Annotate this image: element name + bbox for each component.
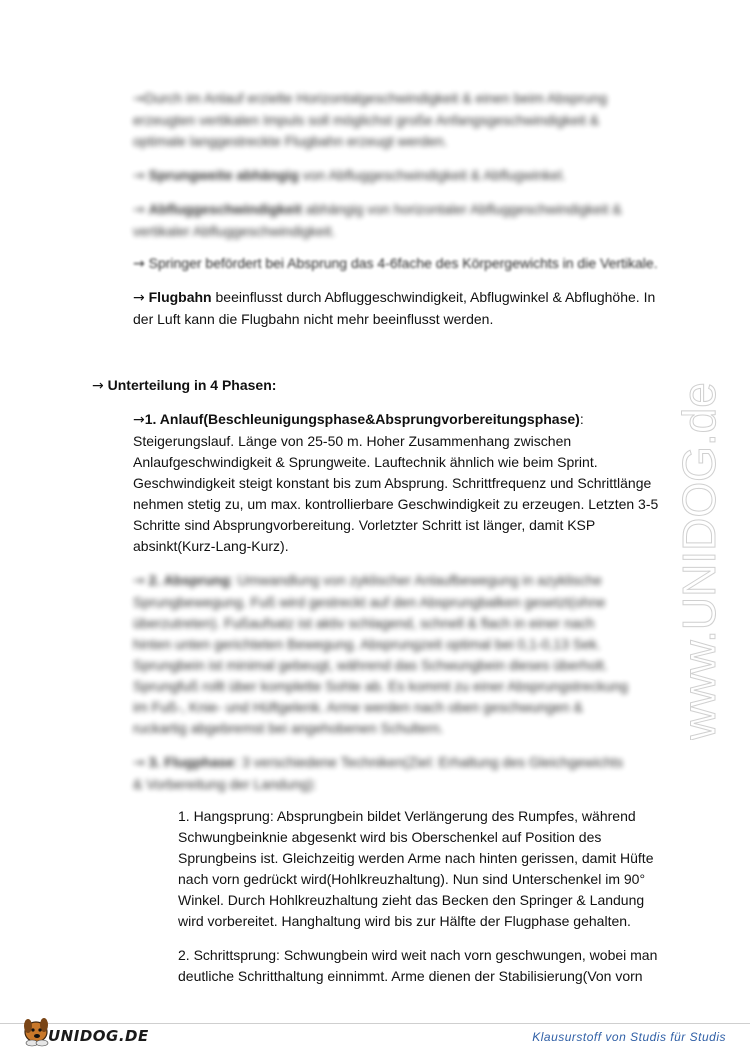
technique-2-paragraph: 2. Schrittsprung: Schwungbein wird weit nach vorn geschwungen, wobei man deutliche Schritthaltung einnimmt. Arme dienen der Stabilisierung(Von vorn — [178, 947, 658, 984]
logo-text: UNIDOG.DE — [48, 1027, 149, 1045]
arrow-icon: → — [133, 202, 145, 218]
arrow-icon: → — [92, 378, 104, 394]
footer-tagline: Klausurstoff von Studis für Studis — [532, 1030, 726, 1044]
phase-3-paragraph: → 3. Flugphase: 3 verschiedene Techniken(Ziel: Erhaltung des Gleichgewichts & Vorbereitung der Landung): — [133, 754, 624, 792]
arrow-icon: → — [133, 412, 145, 428]
phase-1-paragraph: →1. Anlauf(Beschleunigungsphase&Absprungvorbereitungsphase): Steigerungslauf. Länge von 25-50 m. Hoher Zusammenhang zwischen Anlaufgeschwindigkeit & Sprungweite. Lauftechnik ähnlich wie beim Sprint. Geschwindigkeit steigt konstant bis zum Absprung. Schrittfrequenz und Schrittlänge nehmen stetig zu, um max. kontrollierbare Geschwindigkeit zu erzeugen. Letzten 3-5 Schritte sind Absprungvorbereitung. Vorletzter Schritt ist länger, damit KSP absinkt(Kurz-Lang-Kurz). — [133, 411, 659, 554]
arrow-icon: → — [133, 573, 145, 589]
arrow-icon: → — [133, 91, 145, 107]
watermark-text: www.UNIDOG.de — [673, 382, 725, 740]
arrow-icon: → — [133, 755, 145, 771]
arrow-icon: → — [133, 256, 145, 272]
paragraph-1: →Durch im Anlauf erzielte Horizontalgeschwindigkeit & einen beim Absprung erzeugten vertikalen Impuls soll möglichst große Anfangsgeschwindigkeit & optimale langgestreckte Flugbahn erzeugt werden. — [133, 90, 607, 149]
arrow-icon: → — [133, 290, 145, 306]
paragraph-3: → Abfluggeschwindigkeit abhängig von horizontaler Abfluggeschwindigkeit & vertikaler Abfluggeschwindigkeit. — [133, 201, 622, 239]
paragraph-5: → Flugbahn beeinflusst durch Abfluggeschwindigkeit, Abflugwinkel & Abflughöhe. In der Luft kann die Flugbahn nicht mehr beeinflusst werden. — [133, 289, 656, 327]
section-heading: → Unterteilung in 4 Phasen: — [92, 377, 277, 394]
arrow-icon: → — [133, 168, 145, 184]
phase-2-paragraph: → 2. Absprung: Umwandlung von zyklischer Anlaufbewegung in azyklische Sprungbewegung. Fuß wird gestreckt auf den Absprungbalken gesetzt(ohne überzutreten). Fußaufsatz ist aktiv schlagend, schnell & flach in einer nach hinten unten gerichteten Bewegung. Absprungzeit optimal bei 0,1-0,13 Sek. Sprungbein ist minimal gebeugt, während das Schwungbein dieses überholt. Sprungfuß rollt über komplette Sohle ab. Es kommt zu einer Absprungstreckung im Fuß-, Knie- und Hüftgelenk. Arme werden nach oben geschwungen & ruckartig abgebremst bei angehobenen Schultern. — [133, 572, 628, 736]
paragraph-4: → Springer befördert bei Absprung das 4-6fache des Körpergewichts in die Vertikale. — [133, 255, 658, 272]
technique-1-paragraph: 1. Hangsprung: Absprungbein bildet Verlängerung des Rumpfes, während Schwungbeinknie abgesenkt wird bis Oberschenkel auf Position des Sprungbeins ist. Gleichzeitig werden Arme nach hinten gerissen, damit Hüfte nach vorn gedrückt wird(Hohlkreuzhaltung). Nun sind Unterschenkel im 90° Winkel. Durch Hohlkreuzhaltung zieht das Becken den Springer & Landung wird vorbereitet. Hanghaltung wird bis zur Hälfte der Flugphase gehalten. — [178, 808, 654, 929]
paragraph-2: → Sprungweite abhängig von Abfluggeschwindigkeit & Abflugwinkel. — [133, 167, 566, 184]
watermark — [655, 270, 745, 740]
